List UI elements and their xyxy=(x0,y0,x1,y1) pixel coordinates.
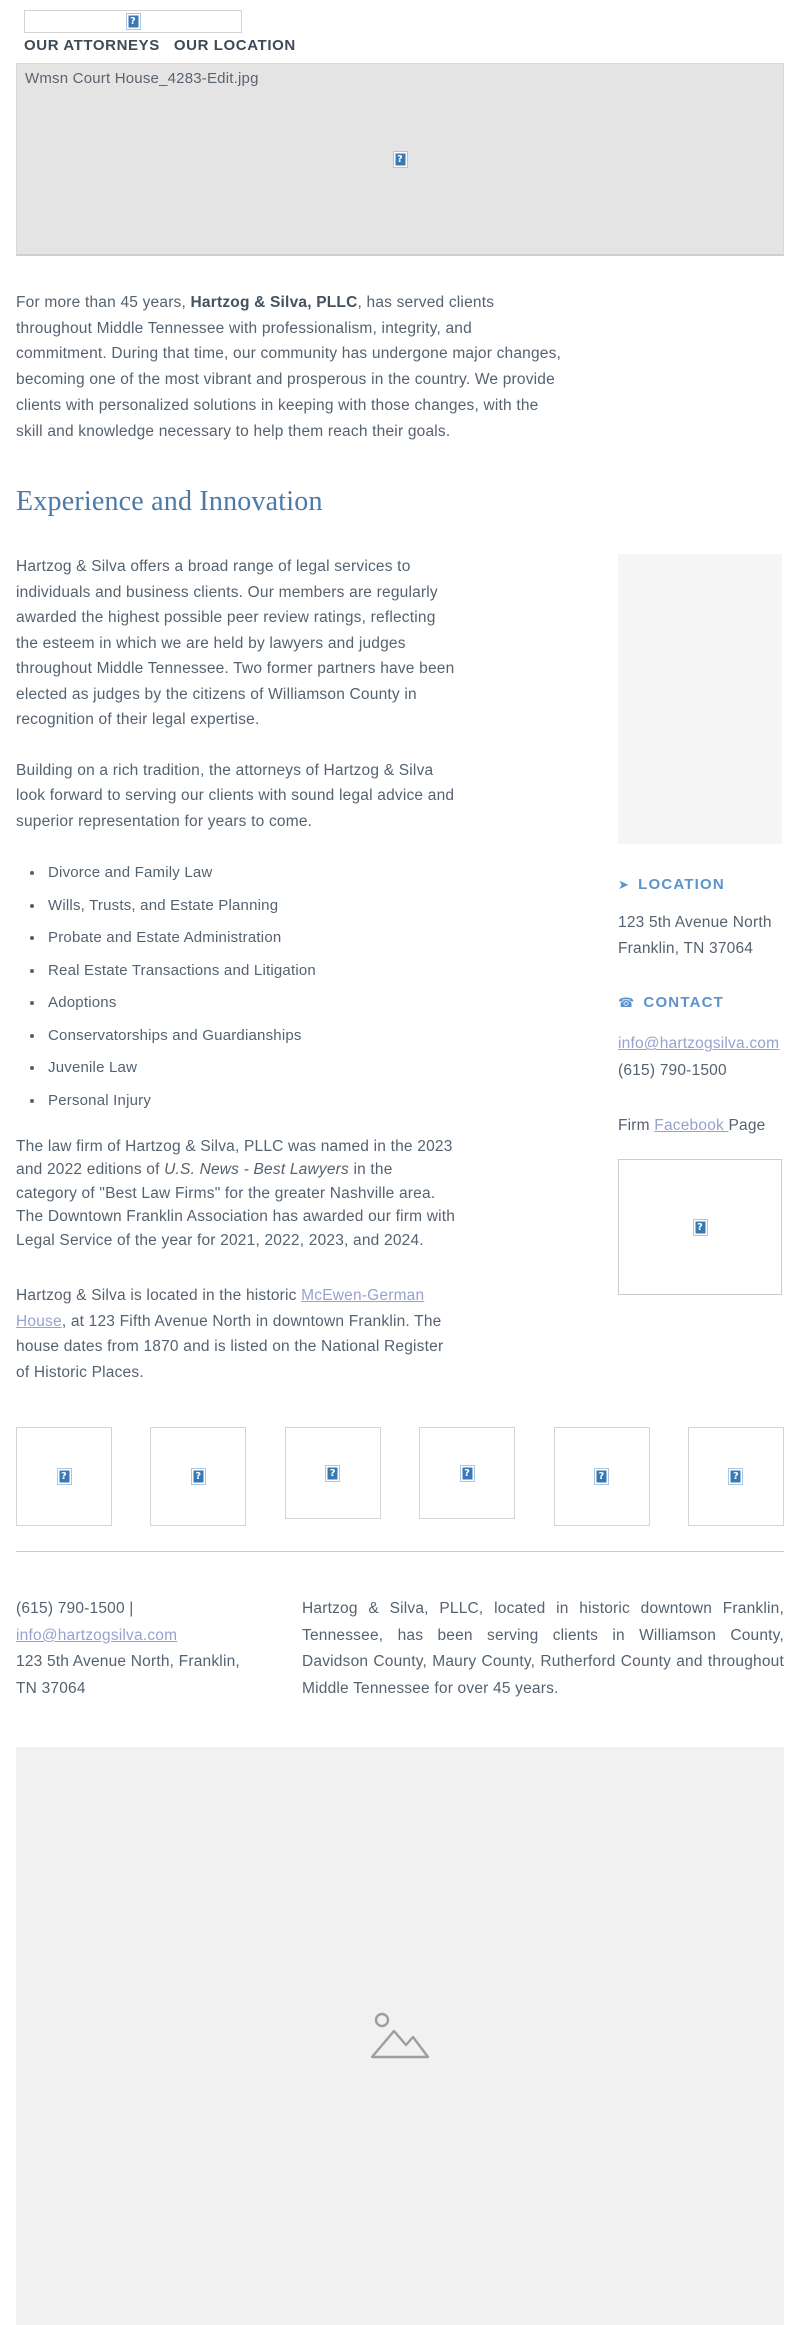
publication-name: U.S. News - Best Lawyers xyxy=(164,1161,349,1179)
list-item: • Wills, Trusts, and Estate Planning xyxy=(45,894,458,917)
contact-heading: ☎ CONTACT xyxy=(618,994,725,1012)
footer-contact xyxy=(16,1596,292,1702)
sidebar-image xyxy=(618,554,782,844)
list-item: • Personal Injury xyxy=(45,1089,458,1112)
broken-image-icon: ? xyxy=(594,1468,609,1485)
badge-image[interactable] xyxy=(16,1427,112,1526)
address-line: Franklin, TN 37064 xyxy=(618,940,754,958)
content-columns xyxy=(16,554,784,1385)
main-content xyxy=(16,554,458,1385)
site-header xyxy=(16,0,784,54)
badge-image[interactable] xyxy=(554,1427,650,1526)
list-item: • Real Estate Transactions and Litigation xyxy=(45,959,458,982)
broken-image-icon: ? xyxy=(126,13,141,30)
badge-image[interactable] xyxy=(150,1427,246,1526)
list-item: • Adoptions xyxy=(45,991,458,1014)
footer-email-link[interactable]: info@hartzogsilva.com xyxy=(16,1626,178,1644)
banner-image xyxy=(16,63,784,256)
footer-phone: (615) 790-1500 | xyxy=(16,1600,134,1618)
footer-address-line: TN 37064 xyxy=(16,1679,86,1697)
email-link[interactable]: info@hartzogsilva.com xyxy=(618,1035,780,1053)
address-line: 123 5th Avenue North xyxy=(618,914,772,932)
footer-about: Hartzog & Silva, PLLC, located in historic downtown Franklin, Tennessee, has been serving clients in Williamson County, Davidson County, Maury County, Rutherford County and throughout Middle Tennessee for over 45 years. xyxy=(302,1600,784,1697)
firm-name-bold: Hartzog & Silva, PLLC xyxy=(190,294,358,311)
nav-item-our-attorneys[interactable]: OUR ATTORNEYS xyxy=(24,37,160,54)
broken-image-icon: ? xyxy=(393,151,408,168)
facebook-link[interactable]: Facebook xyxy=(654,1117,729,1135)
location-map[interactable] xyxy=(16,1747,784,2325)
footer-divider xyxy=(16,1551,784,1552)
list-item: • Conservatorships and Guardianships xyxy=(45,1024,458,1047)
nav-item-our-location[interactable]: OUR LOCATION xyxy=(173,37,296,54)
facebook-widget-image xyxy=(618,1159,782,1295)
mcewen-german-house-link[interactable]: McEwen-German House xyxy=(16,1287,425,1330)
broken-image-icon: ? xyxy=(693,1219,708,1236)
page xyxy=(16,0,784,2325)
list-item: • Probate and Estate Administration xyxy=(45,926,458,949)
award-badge-row xyxy=(16,1427,784,1526)
list-item: • Juvenile Law xyxy=(45,1056,458,1079)
history-paragraph: Hartzog & Silva is located in the historic McEwen-German House, at 123 Fifth Avenue North in downtown Franklin. The house dates from 1870 and is listed on the National Register of Historic Places. xyxy=(16,1287,444,1381)
broken-image-icon: ? xyxy=(728,1468,743,1485)
page-title: Experience and Innovation xyxy=(16,486,323,518)
site-logo[interactable] xyxy=(24,10,242,33)
practice-area-list xyxy=(45,861,458,1112)
broken-image-icon: ? xyxy=(460,1465,475,1482)
footer-address-line: 123 5th Avenue North, Franklin, xyxy=(16,1653,240,1671)
sidebar-contact xyxy=(618,1030,784,1084)
list-item: • Divorce and Family Law xyxy=(45,861,458,884)
location-heading: ➤ LOCATION xyxy=(618,876,725,894)
phone-number: (615) 790-1500 xyxy=(618,1062,727,1080)
awards-paragraph: The law firm of Hartzog & Silva, PLLC was named in the 2023 and 2022 editions of U.S. News - Best Lawyers in the category of "Best Law Firms" for the greater Nashville area. The Downtown Franklin Association has awarded our firm with Legal Service of the year for 2021, 2022, 2023, and 2024. xyxy=(16,1137,456,1249)
telephone-icon: ☎ xyxy=(618,994,636,1010)
broken-image-icon: ? xyxy=(57,1468,72,1485)
facebook-line: Firm Facebook Page xyxy=(618,1117,766,1135)
site-footer xyxy=(16,1596,784,1702)
broken-image-icon: ? xyxy=(325,1465,340,1482)
banner-alt-text: Wmsn Court House_4283-Edit.jpg xyxy=(25,70,259,87)
sidebar-address xyxy=(618,910,784,962)
tradition-paragraph: Building on a rich tradition, the attorneys of Hartzog & Silva look forward to serving our clients with sound legal advice and superior representation for years to come. xyxy=(16,761,455,830)
badge-image[interactable] xyxy=(688,1427,784,1526)
main-nav xyxy=(24,37,784,54)
image-placeholder-icon xyxy=(366,2007,434,2065)
arrow-right-icon: ➤ xyxy=(618,876,631,892)
sidebar xyxy=(618,554,784,1385)
badge-image[interactable] xyxy=(285,1427,381,1519)
intro-paragraph: For more than 45 years, Hartzog & Silva, PLLC, has served clients throughout Middle Tennessee with professionalism, integrity, and commitment. During that time, our community has undergone major changes, becoming one of the most vibrant and prosperous in the country. We provide clients with personalized solutions in keeping with those changes, with the skill and knowledge necessary to help them reach their goals. xyxy=(16,294,562,440)
services-paragraph: Hartzog & Silva offers a broad range of legal services to individuals and business clients. Our members are regularly awarded the highest possible peer review ratings, reflecting the esteem in which we are held by lawyers and judges throughout Middle Tennessee. Two former partners have been elected as judges by the citizens of Williamson County in recognition of their legal expertise. xyxy=(16,558,455,729)
broken-image-icon: ? xyxy=(191,1468,206,1485)
badge-image[interactable] xyxy=(419,1427,515,1519)
